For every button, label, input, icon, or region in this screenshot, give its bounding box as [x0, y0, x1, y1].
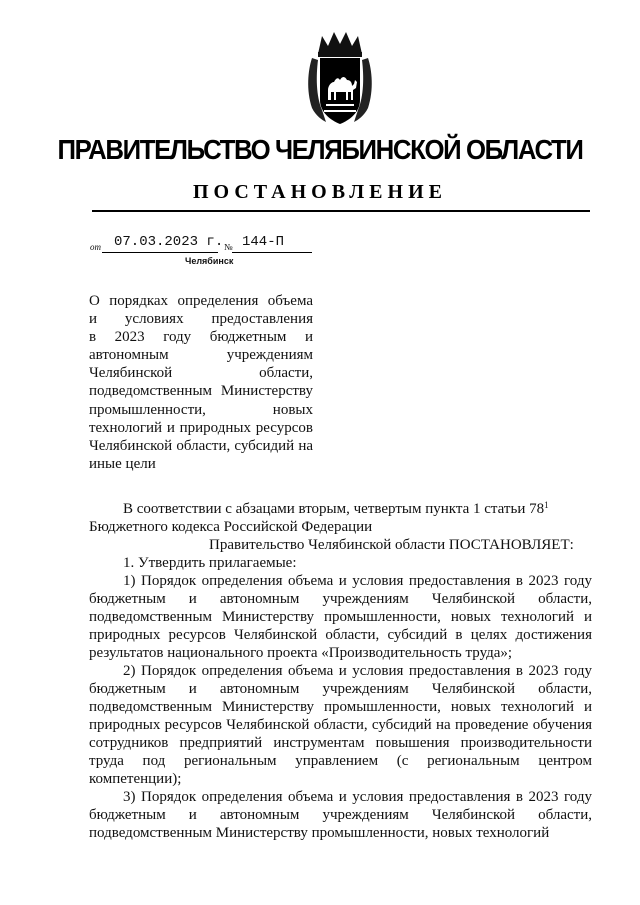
subject-line: иные цели: [89, 455, 156, 472]
government-title: ПРАВИТЕЛЬСТВО ЧЕЛЯБИНСКОЙ ОБЛАСТИ: [57, 134, 583, 165]
subject-line: Челябинской области, субсидий на: [89, 437, 313, 454]
item-1-3: 3) Порядок определения объема и условия предоставления в 2023 году бюджетным и автономным учреждениям Челябинской области, подведомственным Министерству промышленности, новых технологий: [89, 789, 592, 841]
subject-line: и условиях предоставления: [89, 311, 313, 328]
intro-continuation: Бюджетного кодекса Российской Федерации: [89, 519, 373, 535]
number-underline: [232, 252, 312, 253]
intro-text: В соответствии с абзацами вторым, четвертым пункта 1 статьи 78: [123, 501, 545, 517]
decree-number: 144-П: [242, 234, 285, 250]
item-1: 1. Утвердить прилагаемые:: [123, 555, 297, 571]
number-label: №: [224, 242, 233, 252]
subject-line: Челябинской области,: [89, 365, 313, 382]
decree-body: [89, 500, 592, 842]
subject-line: подведомственным Министерству: [89, 383, 313, 400]
subject-line: технологий и природных ресурсов: [89, 419, 313, 436]
subject-line: О порядках определения объема: [89, 293, 313, 309]
from-label: от: [90, 242, 101, 252]
decree-meta: [90, 234, 330, 256]
city-label: Челябинск: [185, 256, 234, 266]
item-1-1: 1) Порядок определения объема и условия предоставления в 2023 году бюджетным и автономным учреждениям Челябинской области, подведомственным Министерству промышленности, новых технологий и природных ресурсов Челябинской области, субсидий в целях достижения результатов национального проекта «Производительность труда»;: [89, 573, 592, 661]
document-type-title: ПОСТАНОВЛЕНИЕ: [193, 181, 447, 203]
coat-of-arms-icon: [298, 30, 382, 130]
decree-subject: [89, 292, 313, 473]
resolves-paragraph: Правительство Челябинской области ПОСТАНОВЛЯЕТ:: [209, 537, 574, 553]
subject-line: автономным учреждениям: [89, 347, 313, 364]
decree-date: 07.03.2023 г.: [114, 234, 224, 250]
item-1-2: 2) Порядок определения объема и условия предоставления в 2023 году бюджетным и автономным учреждениям Челябинской области, подведомственным Министерству промышленности, новых технологий и природных ресурсов Челябинской области, субсидий на проведение обучения сотрудников предприятий инструментам повышения производительности труда под региональным управлением (с региональным центром компетенции);: [89, 663, 592, 787]
intro-superscript: 1: [544, 500, 549, 510]
subject-line: в 2023 году бюджетным и: [89, 329, 313, 346]
date-underline: [102, 252, 218, 253]
subject-line: промышленности, новых: [89, 401, 313, 418]
intro-paragraph: [89, 500, 592, 518]
header-divider: [92, 210, 590, 212]
